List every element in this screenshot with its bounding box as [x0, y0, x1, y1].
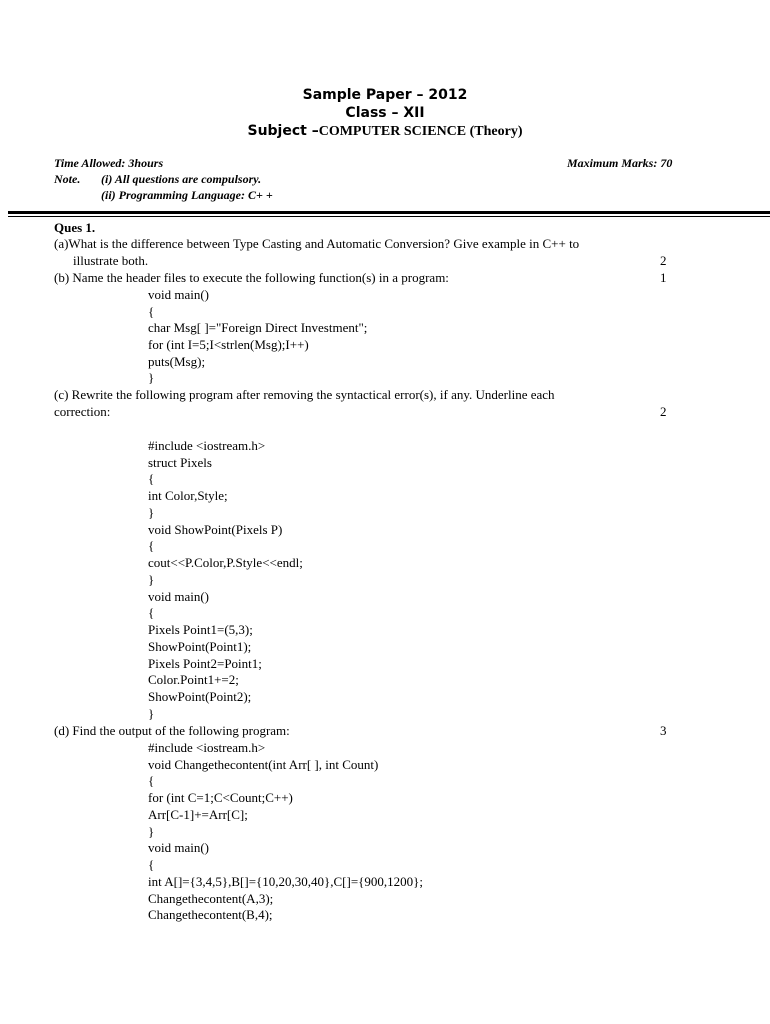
code-line: cout<<P.Color,P.Style<<endl; [148, 555, 303, 570]
code-line: Pixels Point2=Point1; [148, 656, 262, 671]
code-line: int Color,Style; [148, 488, 228, 503]
code-line: { [148, 471, 155, 486]
code-line: { [148, 605, 155, 620]
code-line: { [148, 857, 155, 872]
code-line: struct Pixels [148, 455, 212, 470]
subject-line [0, 123, 770, 140]
header-rule-thick [8, 211, 770, 214]
paper-title: Sample Paper – 2012 [302, 87, 468, 103]
note-label: Note. [54, 172, 81, 186]
subject-prefix: Subject – [247, 123, 319, 139]
code-line: void ShowPoint(Pixels P) [148, 522, 283, 537]
code-line: } [148, 572, 155, 587]
code-line: void main() [148, 589, 210, 604]
q-b-text: (b) Name the header files to execute the following function(s) in a program: [54, 270, 449, 285]
code-line: Color.Point1+=2; [148, 672, 239, 687]
code-line: char Msg[ ]="Foreign Direct Investment"; [148, 320, 368, 335]
code-line: } [148, 824, 155, 839]
code-line: { [148, 538, 155, 553]
code-line: for (int C=1;C<Count;C++) [148, 790, 293, 805]
q-b-marks: 1 [660, 270, 667, 285]
q-c-marks: 2 [660, 404, 667, 419]
code-line: Pixels Point1=(5,3); [148, 622, 253, 637]
code-line: puts(Msg); [148, 354, 206, 369]
code-line: ShowPoint(Point2); [148, 689, 252, 704]
code-line: for (int I=5;I<strlen(Msg);I++) [148, 337, 309, 352]
code-line: Arr[C-1]+=Arr[C]; [148, 807, 248, 822]
q-d-marks: 3 [660, 723, 667, 738]
subject-name: COMPUTER SCIENCE (Theory) [318, 124, 523, 139]
code-line: ShowPoint(Point1); [148, 639, 252, 654]
note-1: (i) All questions are compulsory. [101, 172, 262, 186]
q-a-line1: (a)What is the difference between Type Casting and Automatic Conversion? Give example in C++ to [54, 236, 580, 251]
code-line: int A[]={3,4,5},B[]={10,20,30,40},C[]={900,1200}; [148, 874, 424, 889]
time-allowed: Time Allowed: 3hours [54, 156, 164, 170]
code-line: void main() [148, 840, 210, 855]
class-line: Class – XII [345, 105, 425, 121]
question-heading: Ques 1. [54, 220, 96, 235]
header-rule-thin [8, 216, 770, 217]
code-line: } [148, 706, 155, 721]
q-d-text: (d) Find the output of the following program: [54, 723, 290, 738]
code-line: Changethecontent(B,4); [148, 907, 273, 922]
code-line: { [148, 304, 155, 319]
q-c-line1: (c) Rewrite the following program after removing the syntactical error(s), if any. Underline each [54, 387, 555, 402]
code-line: Changethecontent(A,3); [148, 891, 274, 906]
code-line: } [148, 370, 155, 385]
code-line: } [148, 505, 155, 520]
code-line: void main() [148, 287, 210, 302]
q-a-line2: illustrate both. [73, 253, 149, 268]
note-2: (ii) Programming Language: C+ + [101, 188, 273, 202]
code-line: void Changethecontent(int Arr[ ], int Count) [148, 757, 379, 772]
code-line: { [148, 773, 155, 788]
code-line: #include <iostream.h> [148, 740, 266, 755]
max-marks: Maximum Marks: 70 [567, 156, 673, 170]
code-line: #include <iostream.h> [148, 438, 266, 453]
q-a-marks: 2 [660, 253, 667, 268]
q-c-line2: correction: [54, 404, 111, 419]
